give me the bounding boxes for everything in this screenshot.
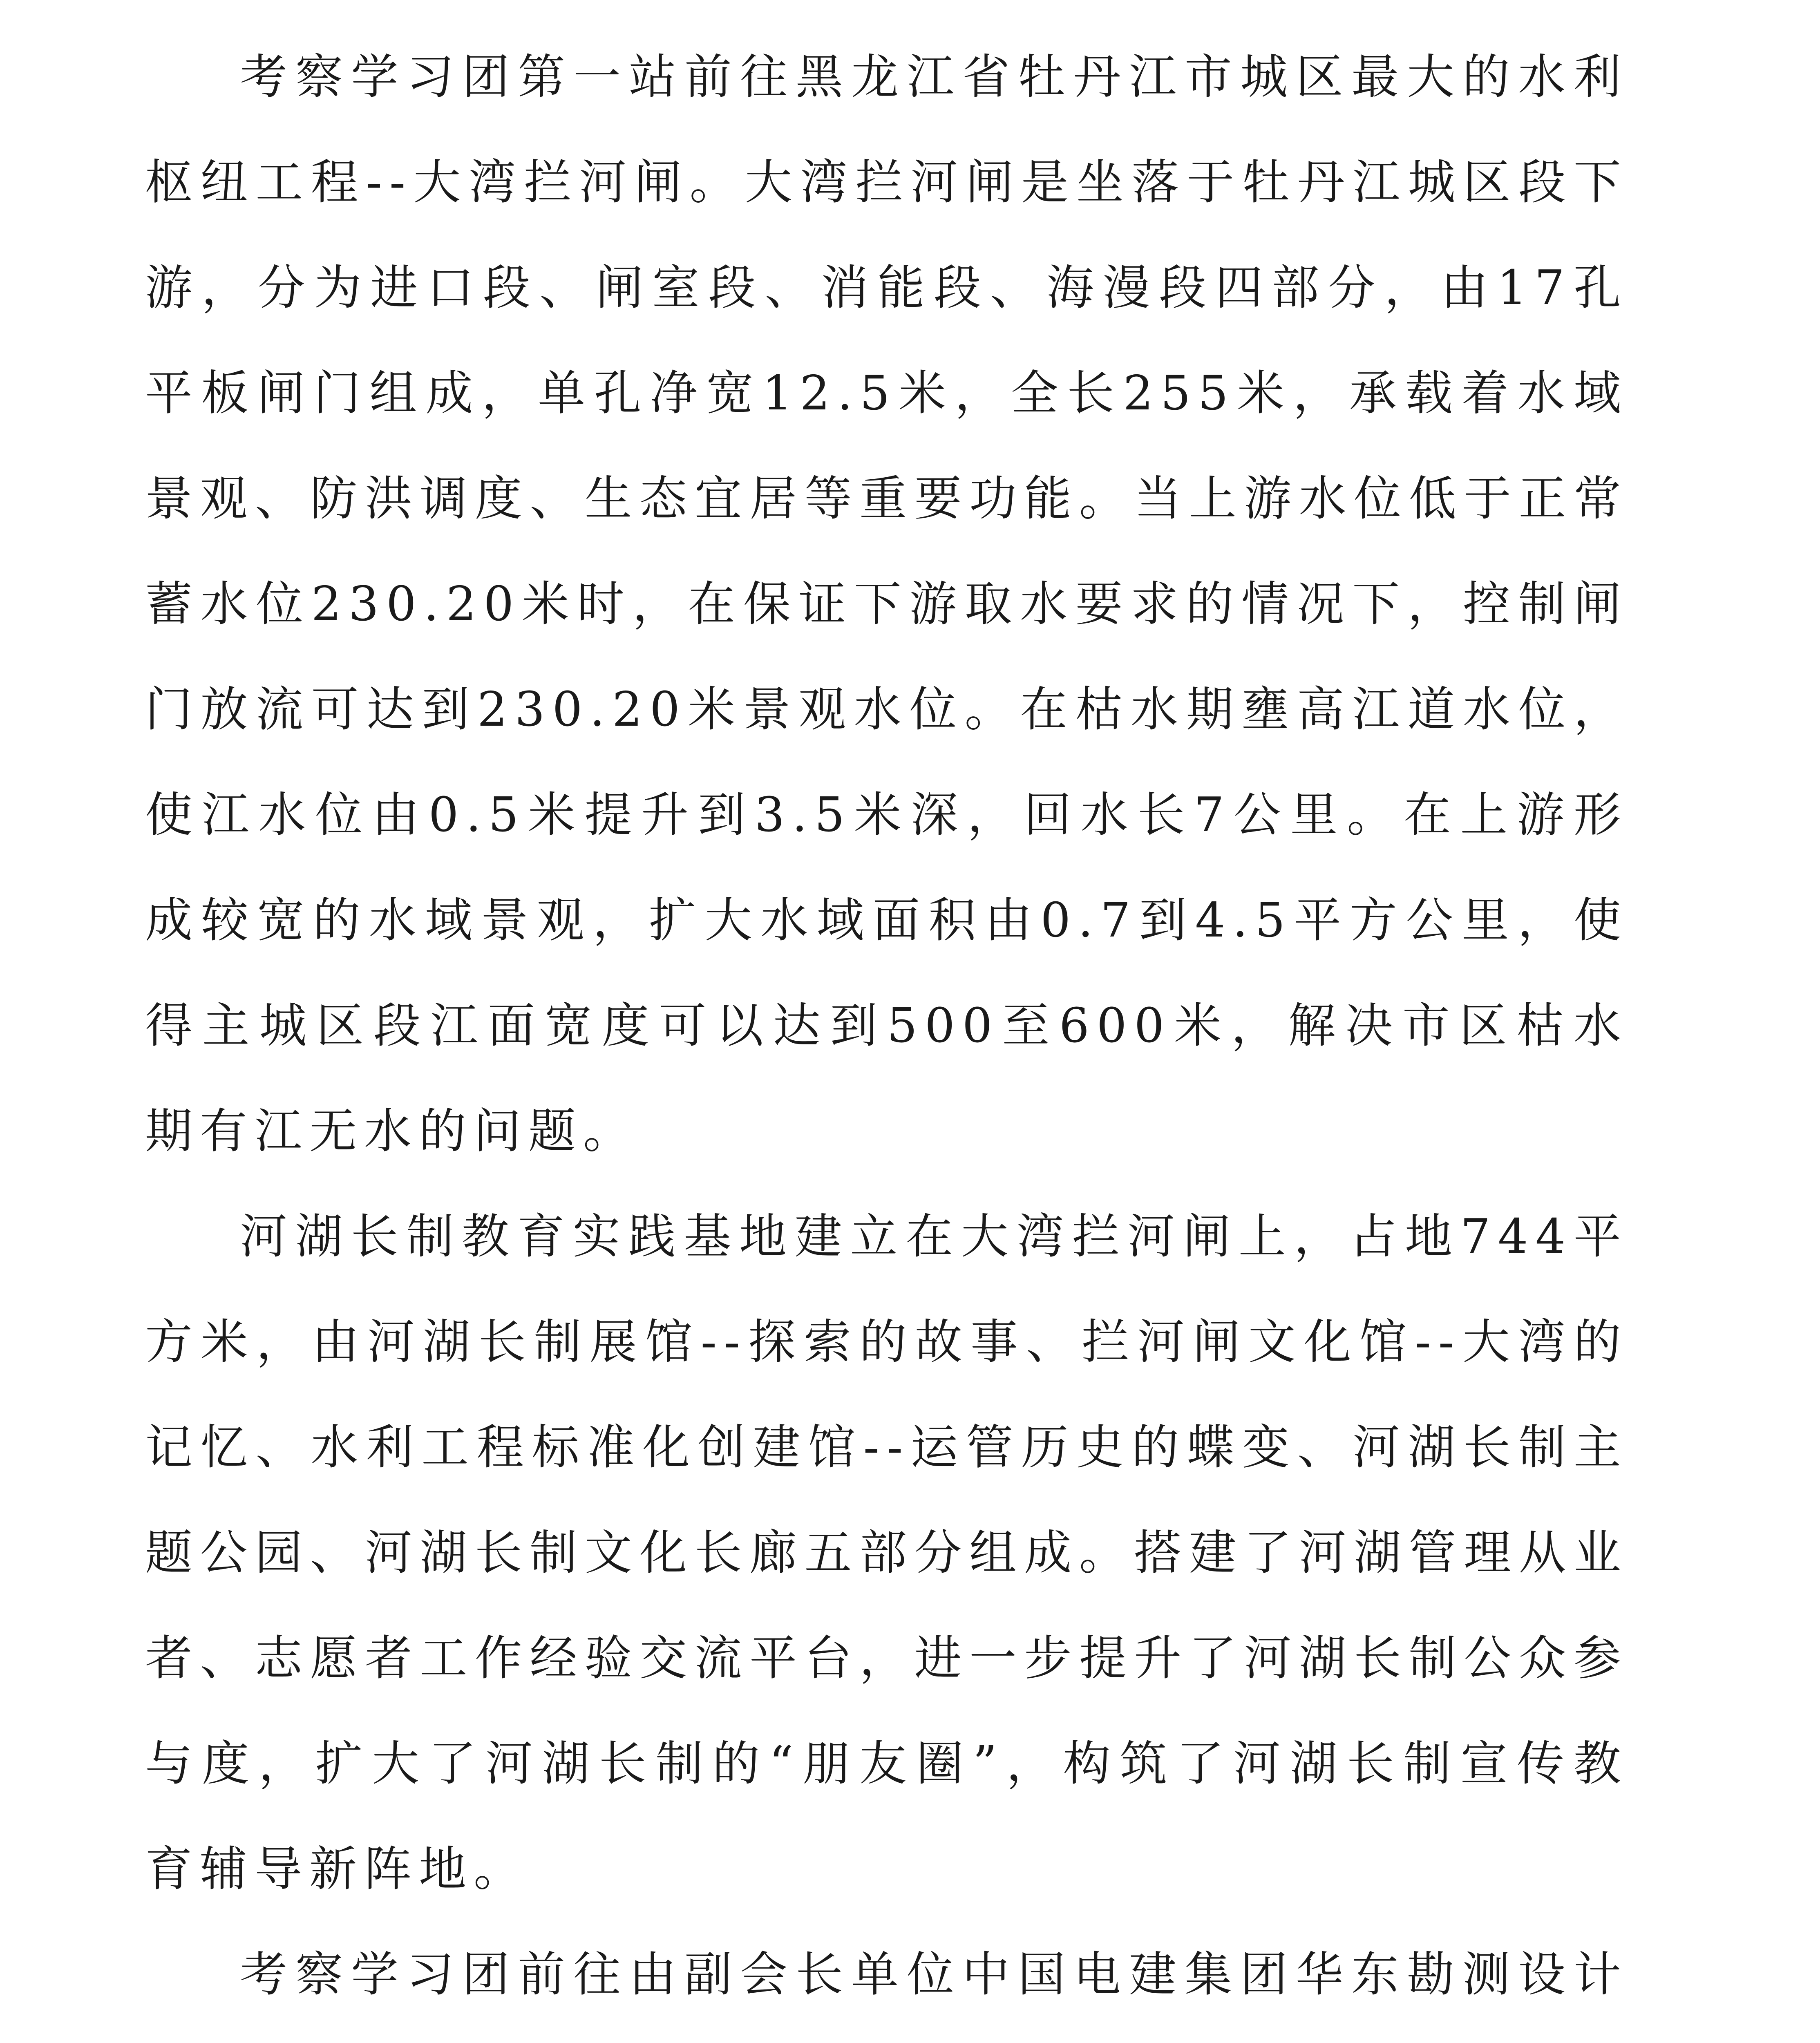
paragraph-dawan-sluice: 考察学习团第一站前往黑龙江省牡丹江市城区最大的水利枢纽工程--大湾拦河闸。大湾拦河闸是坐落于牡丹江城区段下游，分为进口段、闸室段、消能段、海漫段四部分，由17孔平板闸门组成，单孔净宽12.5米，全长255米，承载着水域景观、防洪调度、生态宜居等重要功能。当上游水位低于正常蓄水位230.20米时，在保证下游取水要求的情况下，控制闸门放流可达到230.20米景观水位。在枯水期壅高江道水位，使江水位由0.5米提升到3.5米深，回水长7公里。在上游形成较宽的水域景观，扩大水域面积由0.7到4.5平方公里，使得主城区段江面宽度可以达到500至600米，解决市区枯水期有江无水的问题。	[145, 49, 1628, 1159]
paragraph-wind-power-project: 考察学习团前往由副会长单位中国电建集团华东勘测设计	[240, 1947, 1628, 2002]
document-body	[145, 25, 1628, 2043]
paragraph-river-chief-base: 河湖长制教育实践基地建立在大湾拦河闸上，占地744平方米，由河湖长制展馆--探索的故事、拦河闸文化馆--大湾的记忆、水利工程标准化创建馆--运管历史的蝶变、河湖长制主题公园、河湖长制文化长廊五部分组成。搭建了河湖管理从业者、志愿者工作经验交流平台，进一步提升了河湖长制公众参与度，扩大了河湖长制的“朋友圈”，构筑了河湖长制宣传教育辅导新阵地。	[145, 1209, 1628, 1897]
